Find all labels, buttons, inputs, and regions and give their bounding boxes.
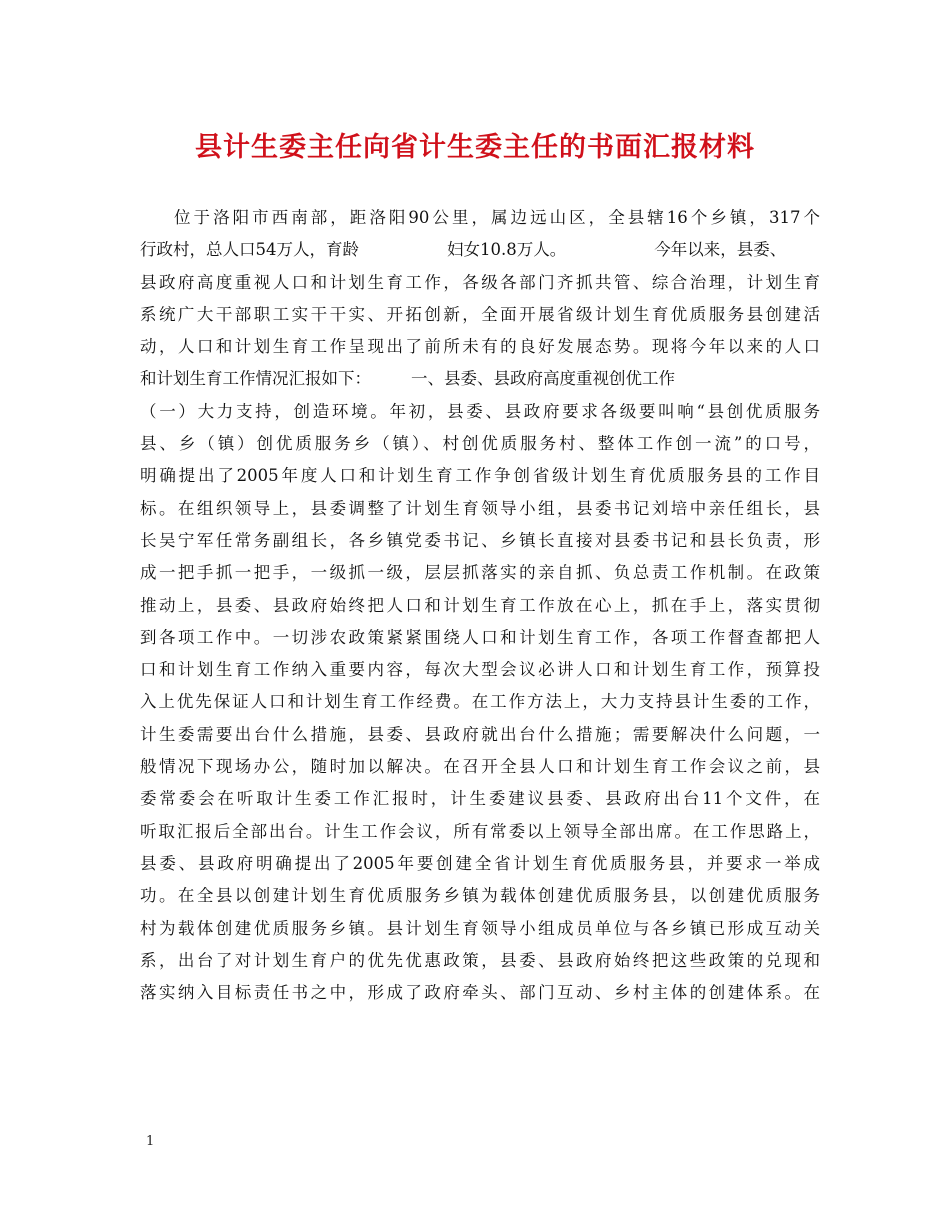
body-line: 听取汇报后全部出台。计生工作会议，所有常委以上领导全部出席。在工作思路上， [140,821,820,841]
body-line: 口和计划生育工作纳入重要内容，每次大型会议必讲人口和计划生育工作，预算投 [140,660,820,680]
body-line: 推动上，县委、县政府始终把人口和计划生育工作放在心上，抓在手上，落实贯彻 [140,595,820,615]
page-number: 1 [146,1134,155,1149]
body-line: 计生委需要出台什么措施，县委、县政府就出台什么措施；需要解决什么问题，一 [140,724,820,744]
body-line: 县政府高度重视人口和计划生育工作，各级各部门齐抓共管、综合治理，计划生育 [140,272,820,292]
document-body [140,202,820,1009]
body-line: 县委、县政府明确提出了2005年要创建全省计划生育优质服务县，并要求一举成 [140,853,820,873]
body-line: 明确提出了2005年度人口和计划生育工作争创省级计划生育优质服务县的工作目 [140,466,820,486]
body-line: 系，出台了对计划生育户的优先优惠政策，县委、县政府始终把这些政策的兑现和 [140,950,820,970]
body-line: 落实纳入目标责任书之中，形成了政府牵头、部门互动、乡村主体的创建体系。在 [140,983,820,1003]
document-title: 县计生委主任向省计生委主任的书面汇报材料 [195,132,755,163]
body-line: 系统广大干部职工实干干实、开拓创新，全面开展省级计划生育优质服务县创建活 [140,304,820,324]
body-line: 和计划生育工作情况汇报如下： 一、县委、县政府高度重视创优工作 [140,369,675,389]
body-line: 成一把手抓一把手，一级抓一级，层层抓落实的亲自抓、负总责工作机制。在政策 [140,563,820,583]
body-line: 县、乡（镇）创优质服务乡（镇）、村创优质服务村、整体工作创一流”的口号， [140,434,820,454]
body-line: 功。在全县以创建计划生育优质服务乡镇为载体创建优质服务县，以创建优质服务 [140,886,820,906]
body-line: 到各项工作中。一切涉农政策紧紧围绕人口和计划生育工作，各项工作督查都把人 [140,627,820,647]
body-line: 长吴宁军任常务副组长，各乡镇党委书记、乡镇长直接对县委书记和县长负责，形 [140,530,820,550]
body-line: 行政村，总人口54万人，育龄 妇女10.8万人。 今年以来，县委、 [140,240,787,260]
body-line: 委常委会在听取计生委工作汇报时，计生委建议县委、县政府出台11个文件，在 [140,789,820,809]
body-line: 村为载体创建优质服务乡镇。县计划生育领导小组成员单位与各乡镇已形成互动关 [140,918,820,938]
body-line: 入上优先保证人口和计划生育工作经费。在工作方法上，大力支持县计生委的工作， [140,692,820,712]
body-line: 般情况下现场办公，随时加以解决。在召开全县人口和计划生育工作会议之前，县 [140,757,820,777]
body-line: 动，人口和计划生育工作呈现出了前所未有的良好发展态势。现将今年以来的人口 [140,337,820,357]
body-line: 标。在组织领导上，县委调整了计划生育领导小组，县委书记刘培中亲任组长，县 [140,498,820,518]
body-line: 位于洛阳市西南部，距洛阳90公里，属边远山区，全县辖16个乡镇，317个 [174,208,820,227]
body-line: （一）大力支持，创造环境。年初，县委、县政府要求各级要叫响“县创优质服务 [140,401,820,421]
